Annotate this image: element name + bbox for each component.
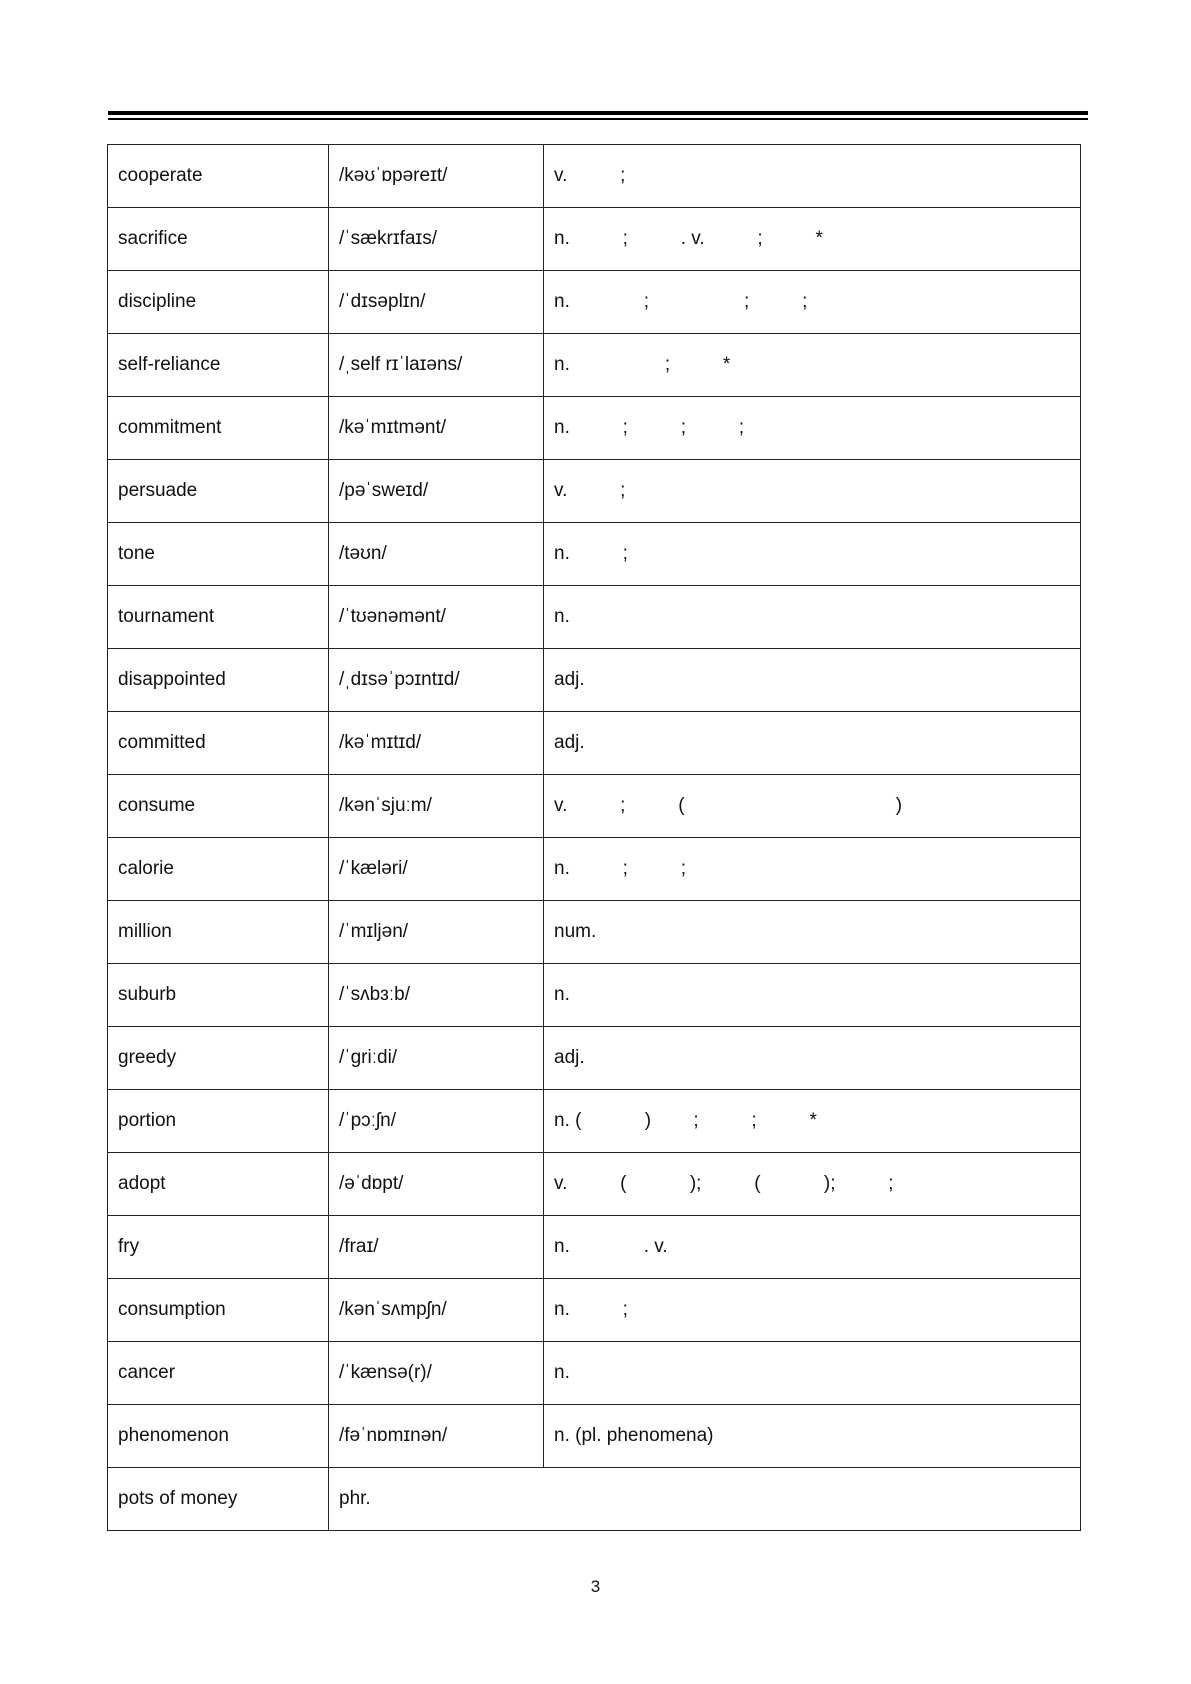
table-row (108, 460, 1081, 523)
meaning-cell: adj. (544, 649, 1081, 712)
phonetic-cell: /ˈmɪljən/ (329, 901, 544, 964)
phonetic-cell: /ˈsʌbɜːb/ (329, 964, 544, 1027)
table-row (108, 838, 1081, 901)
meaning-cell: n. ; . v. ; * (544, 208, 1081, 271)
table-row (108, 1342, 1081, 1405)
word-cell: greedy (108, 1027, 329, 1090)
word-cell: pots of money (108, 1468, 329, 1531)
meaning-cell: num. (544, 901, 1081, 964)
meaning-cell: v. ; (544, 145, 1081, 208)
table-row (108, 271, 1081, 334)
meaning-cell: adj. (544, 1027, 1081, 1090)
phonetic-cell: /kənˈsjuːm/ (329, 775, 544, 838)
meaning-cell: n. ; ; (544, 838, 1081, 901)
word-cell: consumption (108, 1279, 329, 1342)
meaning-cell: phr. (329, 1468, 1081, 1531)
table-row (108, 145, 1081, 208)
word-cell: commitment (108, 397, 329, 460)
word-cell: tone (108, 523, 329, 586)
word-cell: portion (108, 1090, 329, 1153)
word-cell: million (108, 901, 329, 964)
meaning-cell: v. ; (544, 460, 1081, 523)
table-row (108, 775, 1081, 838)
phonetic-cell: /kəˈmɪtmənt/ (329, 397, 544, 460)
word-cell: discipline (108, 271, 329, 334)
phonetic-cell: /fraɪ/ (329, 1216, 544, 1279)
phonetic-cell: /ˈpɔːʃn/ (329, 1090, 544, 1153)
phonetic-cell: /ˌself rɪˈlaɪəns/ (329, 334, 544, 397)
phonetic-cell: /ˈɡriːdi/ (329, 1027, 544, 1090)
word-cell: adopt (108, 1153, 329, 1216)
word-cell: cancer (108, 1342, 329, 1405)
meaning-cell: n. (544, 964, 1081, 1027)
table-row (108, 649, 1081, 712)
table-row (108, 1405, 1081, 1468)
table-row (108, 1279, 1081, 1342)
phonetic-cell: /kəˈmɪtɪd/ (329, 712, 544, 775)
meaning-cell: n. (pl. phenomena) (544, 1405, 1081, 1468)
table-row (108, 1090, 1081, 1153)
phonetic-cell: /ˈkænsə(r)/ (329, 1342, 544, 1405)
phonetic-cell: /ˌdɪsəˈpɔɪntɪd/ (329, 649, 544, 712)
meaning-cell: n. ; (544, 1279, 1081, 1342)
phonetic-cell: /kəʊˈɒpəreɪt/ (329, 145, 544, 208)
table-row (108, 208, 1081, 271)
meaning-cell: v. ; ( ) (544, 775, 1081, 838)
word-cell: tournament (108, 586, 329, 649)
meaning-cell: n. ; (544, 523, 1081, 586)
word-cell: committed (108, 712, 329, 775)
word-cell: suburb (108, 964, 329, 1027)
table-row (108, 1153, 1081, 1216)
meaning-cell: n. ; * (544, 334, 1081, 397)
vocabulary-table-body (108, 145, 1081, 1531)
table-row (108, 712, 1081, 775)
table-row (108, 334, 1081, 397)
header-rule (108, 111, 1088, 120)
word-cell: calorie (108, 838, 329, 901)
phonetic-cell: /fəˈnɒmɪnən/ (329, 1405, 544, 1468)
phonetic-cell: /ˈdɪsəplɪn/ (329, 271, 544, 334)
table-row (108, 901, 1081, 964)
table-row (108, 586, 1081, 649)
table-row-phrase (108, 1468, 1081, 1531)
meaning-cell: n. . v. (544, 1216, 1081, 1279)
phonetic-cell: /ˈsækrɪfaɪs/ (329, 208, 544, 271)
meaning-cell: n. ; ; ; (544, 397, 1081, 460)
word-cell: consume (108, 775, 329, 838)
phonetic-cell: /kənˈsʌmpʃn/ (329, 1279, 544, 1342)
word-cell: phenomenon (108, 1405, 329, 1468)
phonetic-cell: /əˈdɒpt/ (329, 1153, 544, 1216)
word-cell: fry (108, 1216, 329, 1279)
word-cell: disappointed (108, 649, 329, 712)
phonetic-cell: /ˈtʊənəmənt/ (329, 586, 544, 649)
word-cell: persuade (108, 460, 329, 523)
word-cell: cooperate (108, 145, 329, 208)
meaning-cell: n. (544, 586, 1081, 649)
meaning-cell: n. ; ; ; (544, 271, 1081, 334)
phonetic-cell: /ˈkæləri/ (329, 838, 544, 901)
meaning-cell: n. (544, 1342, 1081, 1405)
table-row (108, 1027, 1081, 1090)
table-row (108, 964, 1081, 1027)
table-row (108, 397, 1081, 460)
table-row (108, 1216, 1081, 1279)
table-row (108, 523, 1081, 586)
meaning-cell: v. ( ); ( ); ; (544, 1153, 1081, 1216)
phonetic-cell: /təʊn/ (329, 523, 544, 586)
page-number: 3 (590, 1577, 601, 1596)
meaning-cell: n. ( ) ; ; * (544, 1090, 1081, 1153)
word-cell: sacrifice (108, 208, 329, 271)
meaning-cell: adj. (544, 712, 1081, 775)
phonetic-cell: /pəˈsweɪd/ (329, 460, 544, 523)
vocabulary-table (107, 144, 1081, 1531)
word-cell: self-reliance (108, 334, 329, 397)
